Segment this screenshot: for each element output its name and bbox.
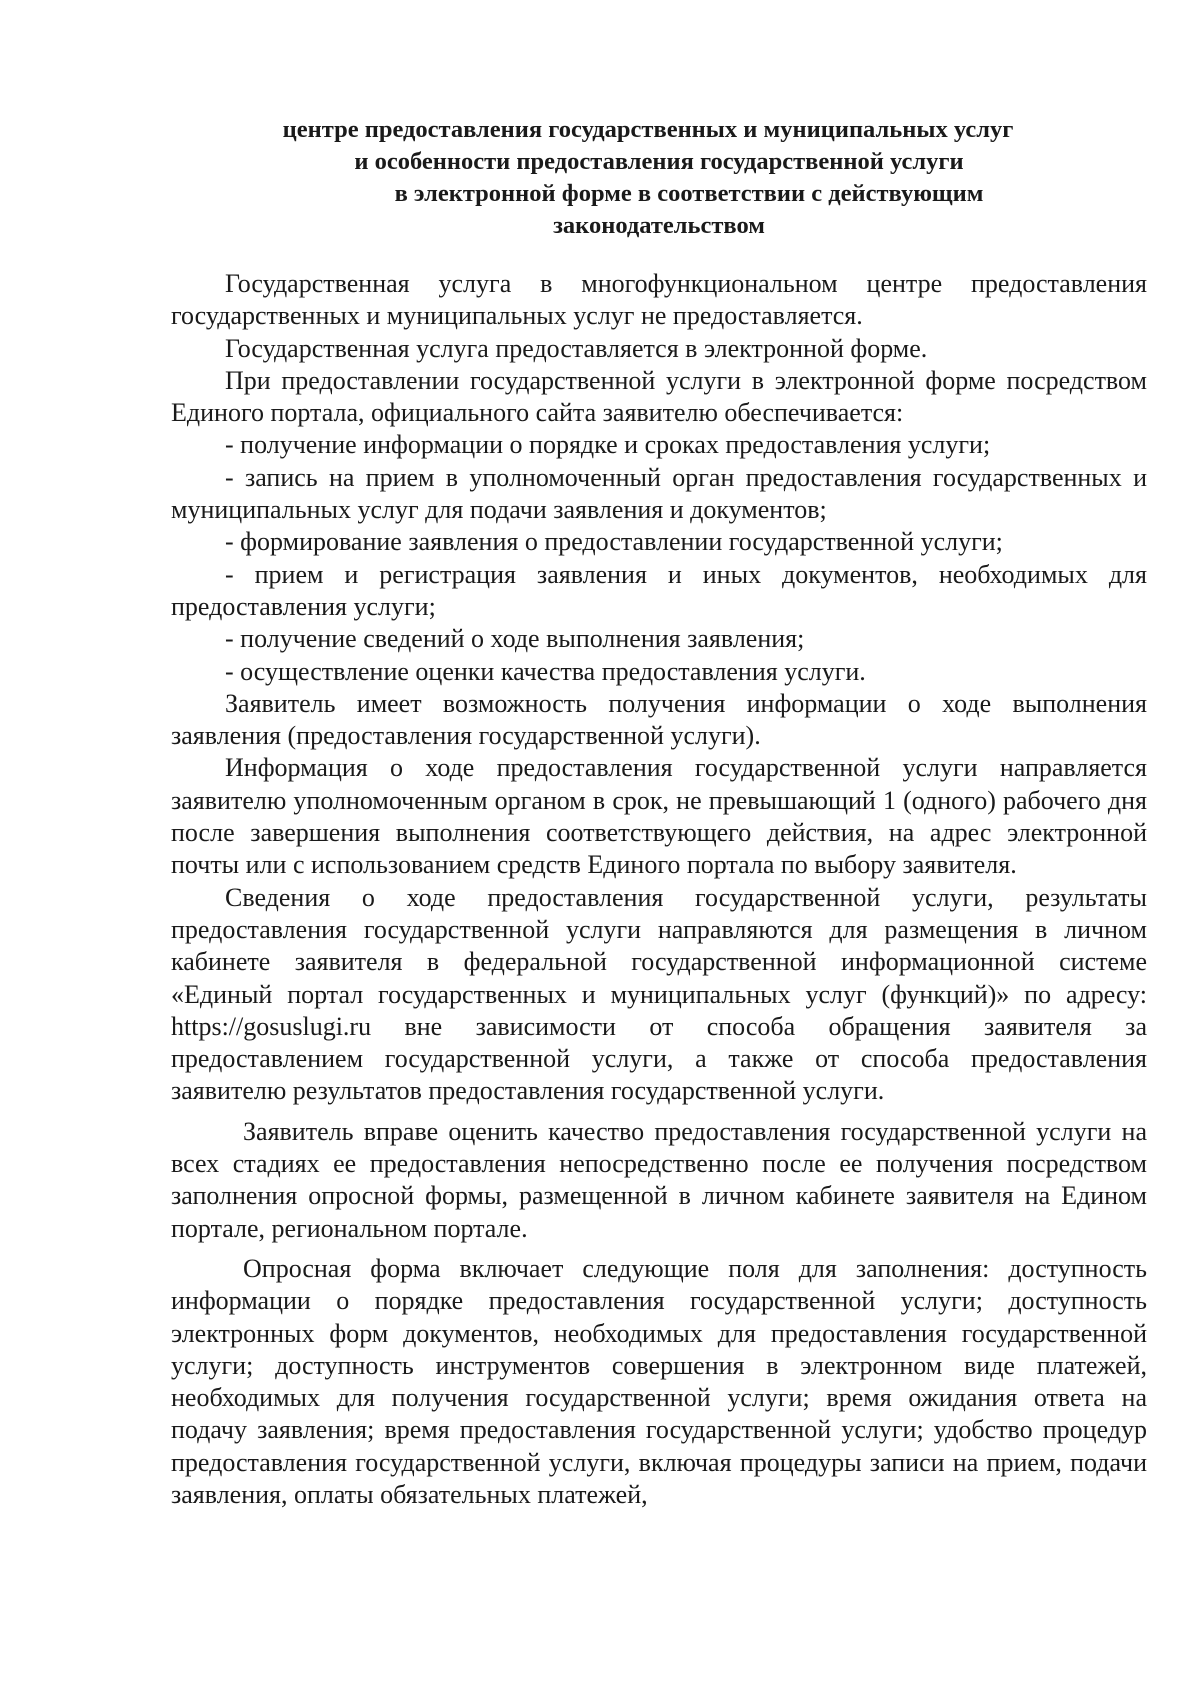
paragraph-electronic-form: Государственная услуга предоставляется в электронной форме. xyxy=(225,333,928,363)
document-page xyxy=(171,114,1147,1511)
heading-line-4: законодательством xyxy=(553,212,765,239)
paragraph-quality-rating: Заявитель вправе оценить качество предоставления государственной услуги на всех стадиях ее предоставления непосредственно после ее получения посредством заполнения опросной формы, размещенной в личном кабинете заявителя на Едином портале, региональном портале. xyxy=(171,1116,1147,1243)
list-item-application-form: - формирование заявления о предоставлении государственной услуги; xyxy=(225,527,1003,557)
list-item-appointment: - запись на прием в уполномоченный орган предоставления государственных и муниципальных услуг для подачи заявления и документов; xyxy=(171,462,1147,525)
document-heading xyxy=(171,114,1147,242)
paragraph-portal-provision: При предоставлении государственной услуги в электронной форме посредством Единого портала, официального сайта заявителю обеспечивается: xyxy=(171,365,1147,428)
paragraph-status-info: Заявитель имеет возможность получения информации о ходе выполнения заявления (предоставления государственной услуги). xyxy=(171,688,1147,751)
paragraph-mfc: Государственная услуга в многофункциональном центре предоставления государственных и муниципальных услуг не предоставляется. xyxy=(171,269,1147,331)
list-item-registration: - прием и регистрация заявления и иных документов, необходимых для предоставления услуги; xyxy=(171,559,1147,621)
heading-line-2: и особенности предоставления государственной услуги xyxy=(354,148,964,175)
list-item-info: - получение информации о порядке и сроках предоставления услуги; xyxy=(225,430,991,460)
paragraph-status-timing: Информация о ходе предоставления государственной услуги направляется заявителю уполномоченным органом в срок, не превышающий 1 (одного) рабочего дня после завершения выполнения соответствующего действия, на адрес электронной почты или с использованием средств Единого портала по выбору заявителя. xyxy=(171,753,1147,880)
paragraph-results-placement xyxy=(171,882,1147,1108)
gosuslugi-link[interactable]: https://gosuslugi.ru xyxy=(171,1011,372,1041)
list-item-status: - получение сведений о ходе выполнения заявления; xyxy=(225,624,805,654)
heading-line-3: в электронной форме в соответствии с действующим xyxy=(394,180,984,207)
heading-line-1: центре предоставления государственных и муниципальных услуг xyxy=(282,116,1014,143)
results-text-start: Сведения о ходе предоставления государственной услуги, результаты предоставления государственной услуги направляются для размещения в личном кабинете заявителя в федеральной государственной информационной системе «Единый портал государственных и муниципальных услуг (функций)» по адресу: xyxy=(171,882,1147,1009)
list-item-quality-assessment: - осуществление оценки качества предоставления услуги. xyxy=(225,656,866,686)
results-text-end: вне зависимости от способа обращения заявителя за предоставлением государственной услуги, а также от способа предоставления заявителю результатов предоставления государственной услуги. xyxy=(171,1011,1147,1106)
paragraph-survey-fields: Опросная форма включает следующие поля для заполнения: доступность информации о порядке предоставления государственной услуги; доступность электронных форм документов, необходимых для предоставления государственной услуги; доступность инструментов совершения в электронном виде платежей, необходимых для получения государственной услуги; время ожидания ответа на подачу заявления; время предоставления государственной услуги; удобство процедур предоставления государственной услуги, включая процедуры записи на прием, подачи заявления, оплаты обязательных платежей, xyxy=(171,1253,1147,1509)
